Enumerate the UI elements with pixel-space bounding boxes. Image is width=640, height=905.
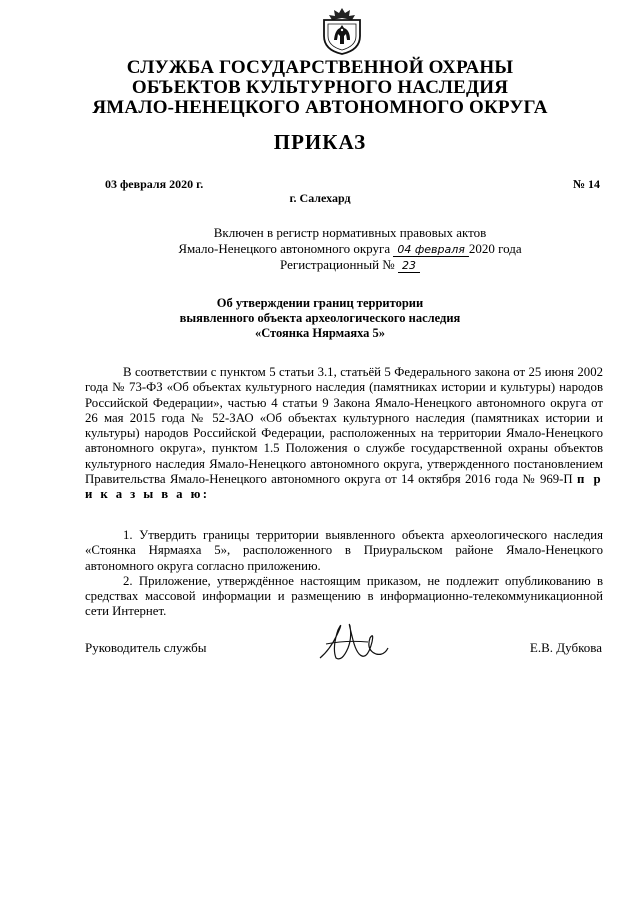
order-items [85,528,603,620]
organization-name [60,58,580,118]
document-number: № 14 [572,177,600,191]
registry-stamp [150,225,550,273]
registry-line-1: Включен в регистр нормативных правовых актов [213,225,487,240]
subject-line-2: выявленного объекта археологического наследия [179,311,461,325]
registry-line-3 [150,257,550,273]
org-line-3: ЯМАЛО-НЕНЕЦКОГО АВТОНОМНОГО ОКРУГА [92,97,548,118]
document-type: ПРИКАЗ [273,130,367,154]
subject-line-3: «Стоянка Нярмаяха 5» [254,326,386,340]
signatory-name: Е.В. Дубкова [529,640,602,655]
document-subject [100,296,540,341]
org-line-1: СЛУЖБА ГОСУДАРСТВЕННОЙ ОХРАНЫ [126,57,514,78]
order-item-1: 1. Утвердить границы территории выявленного объекта археологического наследия «Стоянка Нярмаяха 5», расположенного в Приуральском районе Ямало-Ненецкого автономного округа согласно приложению. [85,528,603,573]
coat-of-arms-icon [320,6,364,56]
registry-line-2-prefix: Ямало-Ненецкого автономного округа [178,241,391,256]
document-city: г. Салехард [289,191,351,205]
preamble-text: В соответствии с пунктом 5 статьи 3.1, статьёй 5 Федерального закона от 25 июня 2002 года № 73-ФЗ «Об объектах культурного наследия (памятниках истории и культуры) народов Российской Федерации», частью 4 статьи 9 Закона Ямало-Ненецкого автономного округа от 26 мая 2015 года № 52-ЗАО «Об объектах культурного наследия (памятниках истории и культуры) народов Российской Федерации, расположенных на территории Ямало-Ненецкого автономного округа», пунктом 1.5 Положения о службе государственной охраны объектов культурного наследия Ямало-Ненецкого автономного округа, утвержденного постановлением Правительства Ямало-Ненецкого автономного округа от 14 октября 2016 года № 969-П [85,365,603,487]
signatory-position: Руководитель службы [85,640,207,655]
registry-handwritten-date: 04 февраля [393,243,469,257]
document-date: 03 февраля 2020 г. [105,177,204,191]
order-item-2: 2. Приложение, утверждённое настоящим приказом, не подлежит опубликованию в средствах массовой информации и размещению в информационно-телекоммуникационной сети Интернет. [85,573,603,619]
subject-line-1: Об утверждении границ территории [216,296,424,310]
org-line-2: ОБЪЕКТОВ КУЛЬТУРНОГО НАСЛЕДИЯ [131,77,509,98]
registry-line-2-suffix: 2020 года [468,241,522,256]
preamble [85,365,603,503]
registry-number-label: Регистрационный № [280,257,395,272]
preamble-command: п р и к а з ы в а ю: [85,472,604,502]
registry-line-2 [150,241,550,257]
registry-handwritten-number: 23 [398,259,420,273]
handwritten-signature [312,618,392,666]
